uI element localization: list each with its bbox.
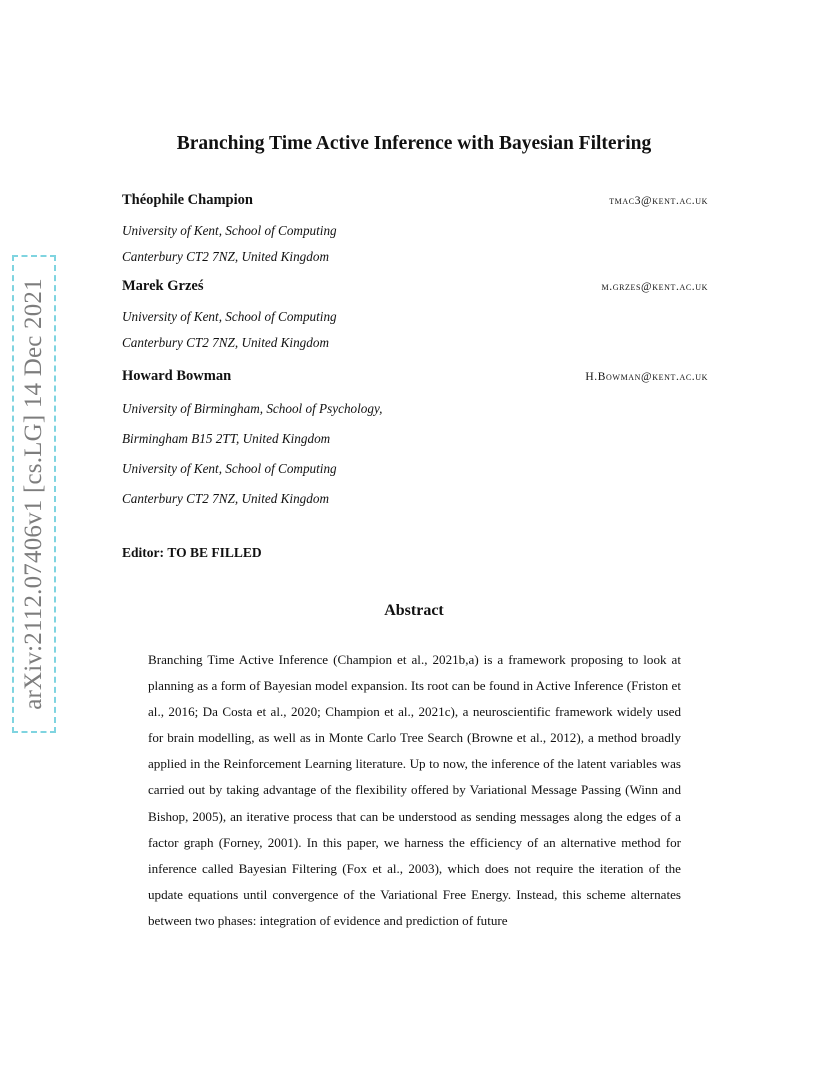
author-email[interactable]: tmac3@kent.ac.uk bbox=[609, 195, 708, 207]
author-email[interactable]: m.grzes@kent.ac.uk bbox=[601, 281, 708, 293]
arxiv-stamp-text: arXiv:2112.07406v1 [cs.LG] 14 Dec 2021 bbox=[20, 278, 47, 710]
author-affiliation: University of Birmingham, School of Psychology, bbox=[122, 401, 383, 416]
editor-label: Editor: bbox=[122, 545, 164, 560]
author-affiliation: University of Kent, School of Computing bbox=[122, 223, 337, 238]
author-name: Howard Bowman bbox=[122, 368, 232, 384]
editor-value: TO BE FILLED bbox=[167, 545, 262, 560]
author-affiliation: University of Kent, School of Computing bbox=[122, 309, 337, 324]
author-row bbox=[122, 192, 708, 218]
abstract-heading: Abstract bbox=[384, 602, 444, 619]
author-name: Théophile Champion bbox=[122, 192, 253, 208]
author-block-2 bbox=[122, 278, 708, 356]
arxiv-stamp bbox=[12, 255, 56, 733]
author-affiliation: Canterbury CT2 7NZ, United Kingdom bbox=[122, 335, 329, 350]
editor-line bbox=[122, 545, 262, 561]
author-block-1 bbox=[122, 192, 708, 270]
author-affiliation: University of Kent, School of Computing bbox=[122, 461, 337, 476]
author-affiliation: Birmingham B15 2TT, United Kingdom bbox=[122, 431, 331, 446]
author-email[interactable]: H.Bowman@kent.ac.uk bbox=[585, 371, 708, 383]
paper-title: Branching Time Active Inference with Bayesian Filtering bbox=[176, 133, 652, 154]
author-row bbox=[122, 368, 708, 394]
abstract-text: Branching Time Active Inference (Champion et al., 2021b,a) is a framework proposing to look at planning as a form of Bayesian model expansion. Its root can be found in Active Inference (Friston et al., 2016; Da Costa et al., 2020; Champion et al., 2021c), a neuroscientific framework widely used for brain modelling, as well as in Monte Carlo Tree Search (Browne et al., 2012), a method broadly applied in the Reinforcement Learning literature. Up to now, the inference of the latent variables was carried out by taking advantage of the flexibility offered by Variational Message Passing (Winn and Bishop, 2005), an iterative process that can be understood as sending messages along the edges of a factor graph (Forney, 2001). In this paper, we harness the efficiency of an alternative method for inference called Bayesian Filtering (Fox et al., 2003), which does not require the iteration of the update equations until convergence of the Variational Free Energy. Instead, this scheme alternates between two phases: integration of evidence and prediction of future bbox=[148, 652, 681, 928]
author-name: Marek Grześ bbox=[122, 278, 204, 294]
author-affiliation: Canterbury CT2 7NZ, United Kingdom bbox=[122, 249, 329, 264]
author-affiliation: Canterbury CT2 7NZ, United Kingdom bbox=[122, 491, 329, 506]
author-block-3 bbox=[122, 368, 708, 514]
author-row bbox=[122, 278, 708, 304]
